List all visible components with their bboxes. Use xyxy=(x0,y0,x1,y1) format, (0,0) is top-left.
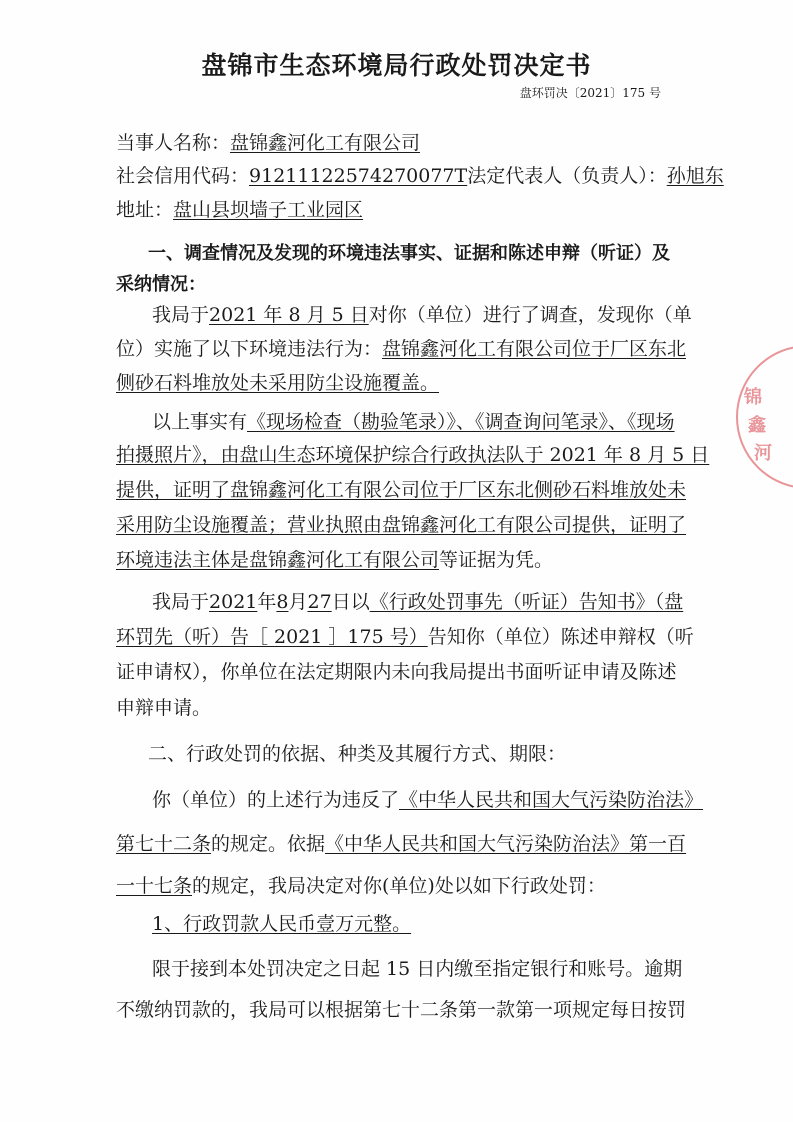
s1-p3-line1: 我局于2021年8月27日以《行政处罚事先（听证）告知书》（盘 xyxy=(152,591,684,613)
party-address-line xyxy=(116,201,363,220)
s1-p2-line4: 采用防尘设施覆盖；营业执照由盘锦鑫河化工有限公司提供，证明了 xyxy=(116,514,687,536)
s2-p1-line2: 第七十二条的规定。依据《中华人民共和国大气污染防治法》第一百 xyxy=(116,833,687,855)
section2-heading: 二、行政处罚的依据、种类及其履行方式、期限： xyxy=(148,743,567,765)
document-number: 盘环罚决〔2021〕175 号 xyxy=(519,86,661,100)
s2-p1-line3: 一十七条的规定，我局决定对你(单位)处以如下行政处罚： xyxy=(116,875,606,897)
section1-heading: 一、调查情况及发现的环境违法事实、证据和陈述申辩（听证）及 xyxy=(148,243,670,264)
address-label: 地址： xyxy=(116,199,174,221)
party-name-line xyxy=(116,134,420,153)
section1-heading-cont: 采纳情况： xyxy=(116,274,206,295)
official-seal xyxy=(736,345,793,489)
s2-p2-line2: 不缴纳罚款的，我局可以根据第七十二条第一款第一项规定每日按罚 xyxy=(116,999,687,1021)
seal-char-3: 河 xyxy=(754,443,772,464)
seal-char-1: 锦 xyxy=(744,387,762,408)
party-name-label: 当事人名称： xyxy=(116,132,231,154)
document-title: 盘锦市生态环境局行政处罚决定书 xyxy=(201,51,592,80)
s1-p1-line1: 我局于2021 年 8 月 5 日对你（单位）进行了调查，发现你（单 xyxy=(152,304,692,326)
credit-code: 91211122574270077T xyxy=(249,165,468,187)
s1-p1-line2: 位）实施了以下环境违法行为：盘锦鑫河化工有限公司位于厂区东北 xyxy=(116,338,687,360)
s2-p2-line1: 限于接到本处罚决定之日起 15 日内缴至指定银行和账号。逾期 xyxy=(152,958,683,980)
s1-p3-line2: 环罚先（听）告［ 2021 ］175 号）告知你（单位）陈述申辩权（听 xyxy=(116,626,694,648)
s1-p2-line5: 环境违法主体是盘锦鑫河化工有限公司等证据为凭。 xyxy=(116,549,554,571)
s1-p2-line3: 提供，证明了盘锦鑫河化工有限公司位于厂区东北侧砂石料堆放处未 xyxy=(116,479,687,501)
legal-rep-label: 法定代表人（负责人）： xyxy=(467,165,667,187)
party-name: 盘锦鑫河化工有限公司 xyxy=(230,132,421,154)
investigation-date: 2021 年 8 月 5 日 xyxy=(209,304,369,326)
credit-code-label: 社会信用代码： xyxy=(116,165,250,187)
s1-p3-line4: 申辩申请。 xyxy=(116,697,212,719)
s1-p2-line2: 拍摄照片》，由盘山生态环境保护综合行政执法队于 2021 年 8 月 5 日 xyxy=(116,444,710,466)
penalty-item-1: 1、行政罚款人民币壹万元整。 xyxy=(152,913,412,935)
seal-char-2: 鑫 xyxy=(748,415,766,436)
party-credit-line xyxy=(116,167,724,186)
s2-p1-line1: 你（单位）的上述行为违反了《中华人民共和国大气污染防治法》 xyxy=(152,789,704,811)
party-address: 盘山县坝墙子工业园区 xyxy=(173,199,364,221)
s1-p1-line3: 侧砂石料堆放处未采用防尘设施覆盖。 xyxy=(116,372,440,394)
s1-p3-line3: 证申请权），你单位在法定期限内未向我局提出书面听证申请及陈述 xyxy=(116,661,677,683)
legal-rep-name: 孙旭东 xyxy=(666,165,724,187)
s1-p2-line1: 以上事实有《现场检查（勘验笔录）》、《调查询问笔录》、《现场 xyxy=(152,411,675,433)
